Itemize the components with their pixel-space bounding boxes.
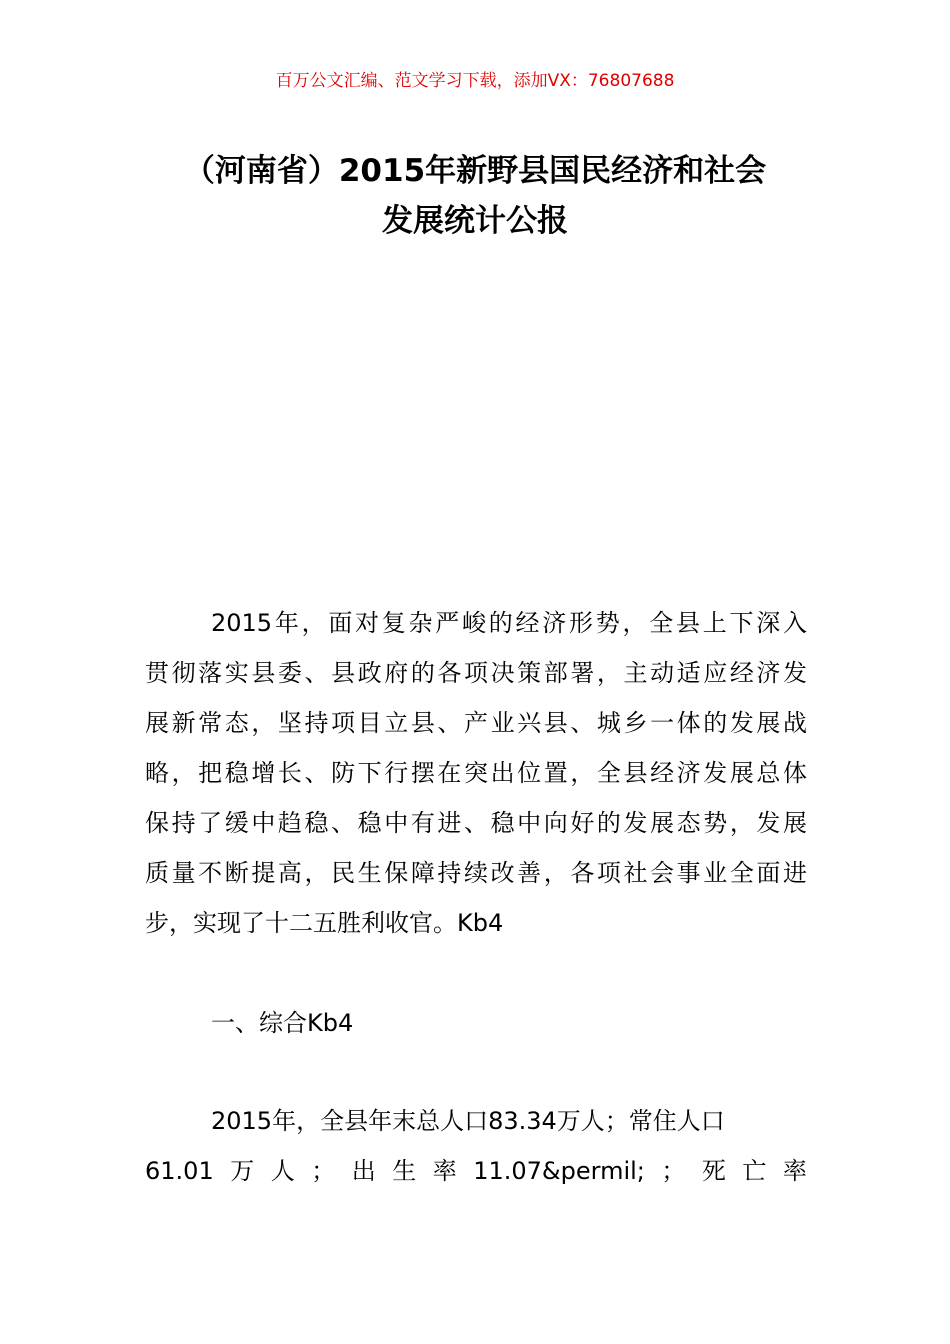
intro-paragraph bbox=[145, 598, 807, 948]
population-paragraph bbox=[145, 1096, 807, 1196]
word-token: 人 bbox=[270, 1157, 295, 1185]
paragraph-line: 质量不断提高，民生保障持续改善，各项社会事业全面进 bbox=[145, 859, 807, 887]
word-token: 死 bbox=[701, 1157, 726, 1185]
word-token: ； bbox=[311, 1157, 336, 1185]
document-title bbox=[100, 146, 850, 246]
word-token: 出 bbox=[351, 1157, 376, 1185]
paragraph-line: 展新常态，坚持项目立县、产业兴县、城乡一体的发展战 bbox=[145, 709, 807, 737]
paragraph-line: 贯彻落实县委、县政府的各项决策部署，主动适应经济发 bbox=[145, 659, 807, 687]
word-token: 万 bbox=[230, 1157, 255, 1185]
word-token: 率 bbox=[432, 1157, 457, 1185]
paragraph-line: 略，把稳增长、防下行摆在突出位置，全县经济发展总体 bbox=[145, 759, 807, 787]
title-line-1: （河南省）2015年新野县国民经济和社会 bbox=[183, 153, 767, 189]
paragraph-line: 2015年，全县年末总人口83.34万人；常住人口 bbox=[211, 1107, 725, 1135]
paragraph-line: 步，实现了十二五胜利收官。Kb4 bbox=[145, 909, 504, 937]
word-token: 11.07&permil; bbox=[473, 1157, 645, 1185]
paragraph-line: 保持了缓中趋稳、稳中有进、稳中向好的发展态势，发展 bbox=[145, 809, 807, 837]
word-token: 亡 bbox=[742, 1157, 767, 1185]
header-watermark: 百万公文汇编、范文学习下载，添加VX：76807688 bbox=[275, 71, 675, 91]
word-token: 率 bbox=[782, 1157, 807, 1185]
word-token: 61.01 bbox=[145, 1157, 214, 1185]
paragraph-line-spread bbox=[145, 1146, 807, 1196]
word-token: ； bbox=[661, 1157, 686, 1185]
paragraph-line: 2015年，面对复杂严峻的经济形势，全县上下深入 bbox=[211, 609, 807, 637]
word-token: 生 bbox=[392, 1157, 417, 1185]
section-heading-general: 一、综合Kb4 bbox=[211, 1009, 354, 1037]
title-line-2: 发展统计公报 bbox=[382, 203, 568, 239]
